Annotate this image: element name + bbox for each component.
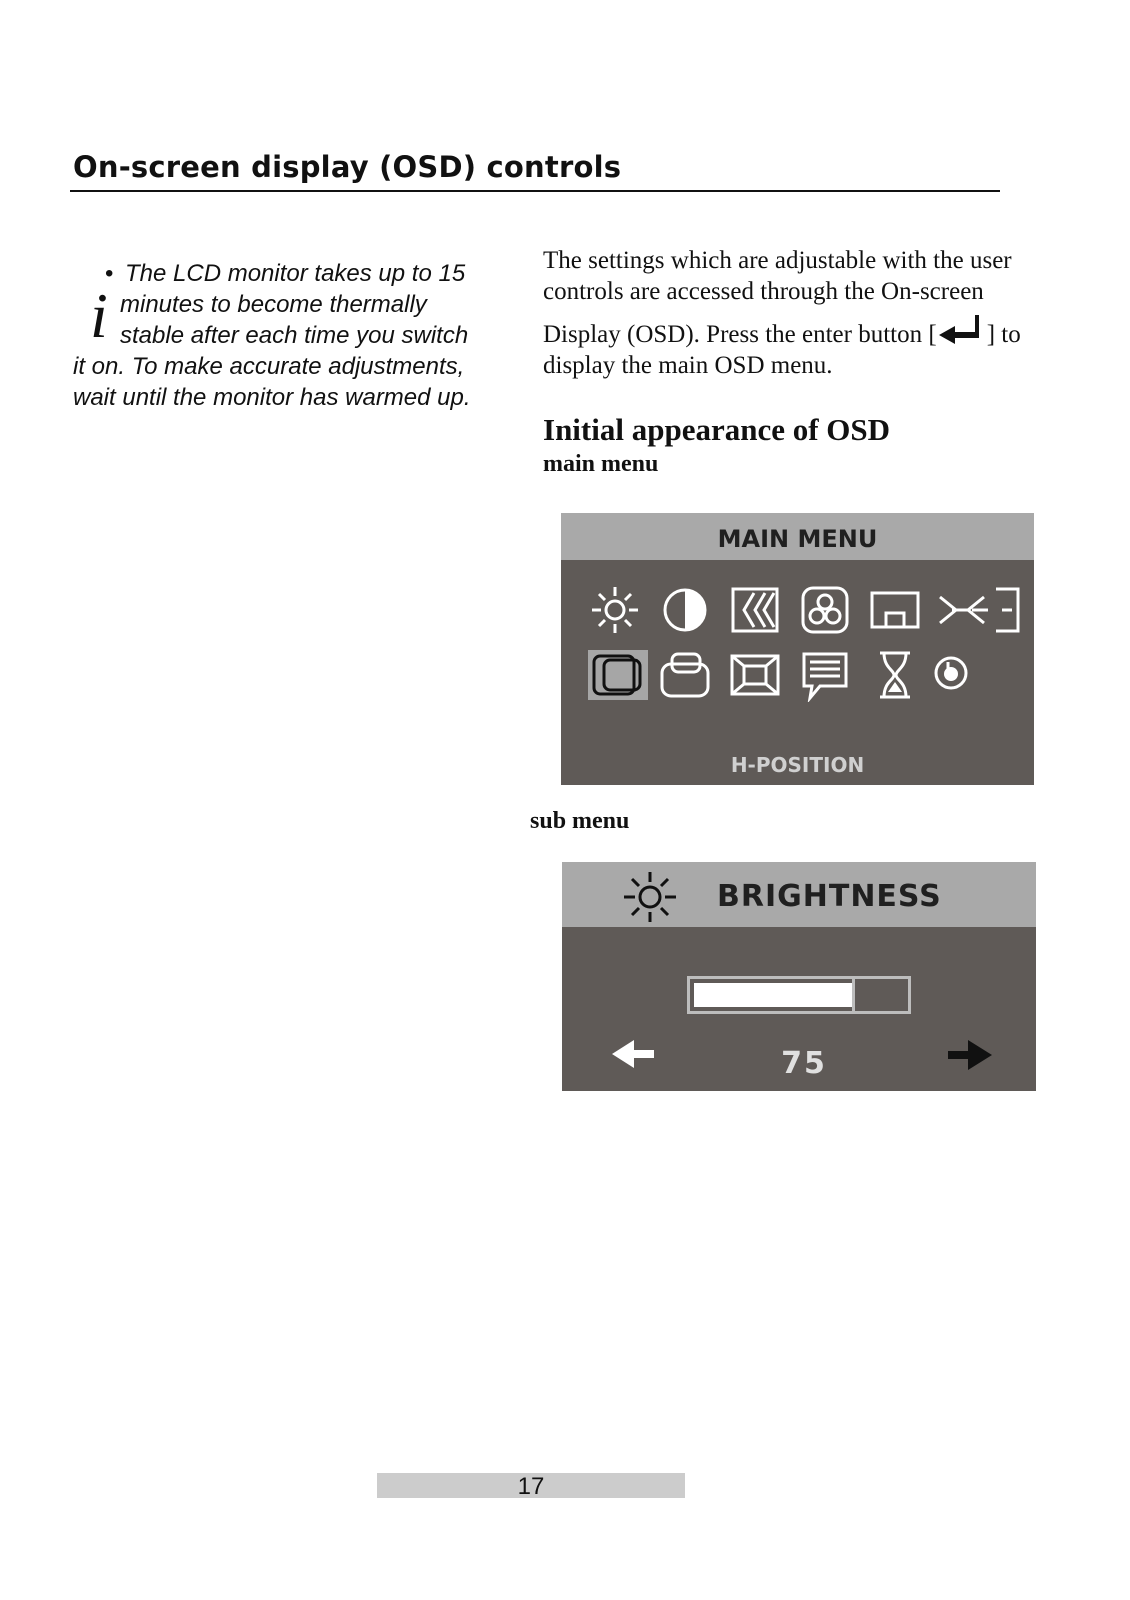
osd-main-menu: [561, 513, 1034, 785]
color-icon[interactable]: [798, 583, 852, 637]
osd-main-caption: H-POSITION: [730, 753, 865, 777]
brightness-slider-marker: [852, 979, 855, 1011]
osd-sub-title: BRIGHTNESS: [717, 879, 942, 914]
page-number: 17: [517, 1473, 545, 1500]
intro-paragraph: [543, 245, 1063, 381]
zoom-icon[interactable]: [728, 648, 782, 702]
increase-arrow-icon[interactable]: [946, 1038, 994, 1072]
intro-line-4: display the main OSD menu.: [543, 352, 833, 379]
intro-line-3-end: ] to: [986, 321, 1021, 348]
intro-line-3-start: Display (OSD). Press the enter button [: [543, 321, 937, 348]
h-position-icon[interactable]: [588, 650, 648, 700]
contrast-icon[interactable]: [658, 583, 712, 637]
note-line-5: wait until the monitor has warmed up.: [73, 384, 471, 411]
brightness-icon[interactable]: [588, 583, 642, 637]
note-line-4: it on. To make accurate adjustments,: [73, 353, 465, 380]
intro-line-2: controls are accessed through the On-screen: [543, 278, 984, 305]
osd-sub-menu: [562, 862, 1036, 1091]
osd-main-title: MAIN MENU: [561, 513, 1034, 560]
heading-divider: [70, 190, 1000, 192]
brightness-slider-fill: [694, 983, 852, 1007]
info-icon[interactable]: [931, 653, 971, 693]
note-bullet: •: [105, 260, 114, 287]
note-line-2: minutes to become thermally: [120, 291, 427, 318]
auto-adjust-icon[interactable]: [938, 583, 1022, 637]
intro-line-1: The settings which are adjustable with the user: [543, 247, 1012, 274]
info-note: [73, 258, 523, 413]
note-line-1: The LCD monitor takes up to 15: [125, 260, 466, 287]
recall-icon[interactable]: [658, 648, 712, 702]
brightness-value: 75: [781, 1046, 827, 1081]
sub-menu-label: sub menu: [530, 808, 630, 834]
intro-line-3: [543, 315, 1063, 350]
v-position-icon[interactable]: [868, 583, 922, 637]
language-icon[interactable]: [798, 648, 852, 702]
main-menu-label: main menu: [543, 451, 659, 477]
section-title: Initial appearance of OSD: [543, 412, 891, 447]
osd-sub-titlebar: [562, 862, 1036, 927]
osd-timer-icon[interactable]: [868, 648, 922, 702]
page-footer: [377, 1473, 685, 1498]
page-heading: On-screen display (OSD) controls: [73, 150, 622, 184]
enter-key-icon: [937, 315, 987, 345]
brightness-sun-icon: [622, 870, 678, 924]
brightness-slider[interactable]: [687, 976, 911, 1014]
phase-icon[interactable]: [728, 583, 782, 637]
info-i-icon: i: [90, 280, 108, 351]
note-line-3: stable after each time you switch: [120, 322, 469, 349]
